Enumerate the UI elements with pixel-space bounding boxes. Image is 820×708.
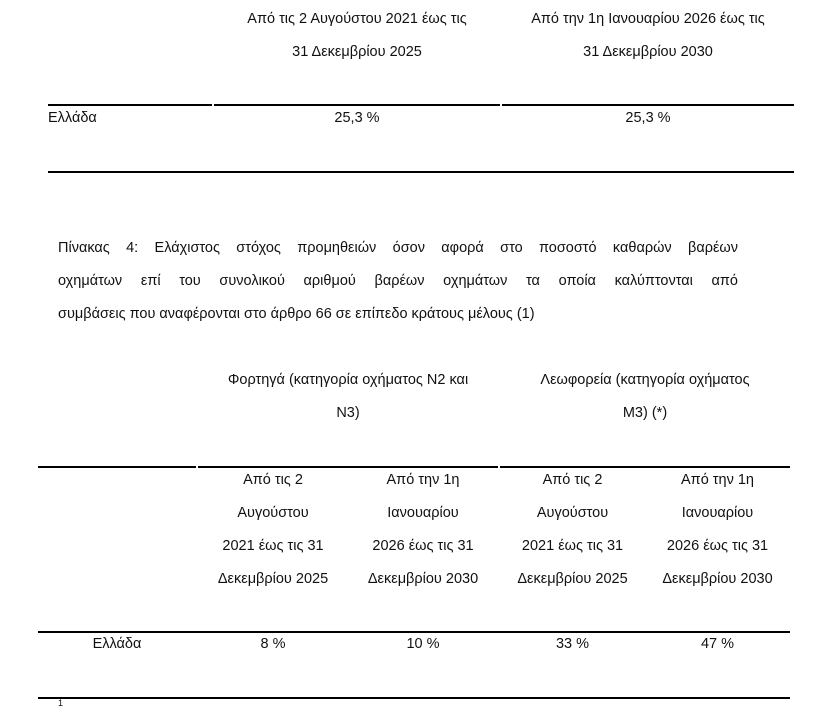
table4-value-buses-2030: 47 %	[700, 636, 735, 652]
table4-subheader-4	[645, 464, 790, 596]
table4-group-buses	[500, 364, 790, 430]
table3-col2-header	[502, 3, 794, 69]
group-trucks-line1: Φορτηγά (κατηγορία οχήματος N2 και	[227, 372, 469, 388]
sub1-line: 2021 έως τις 31	[222, 538, 324, 554]
table3-col2-line1: Από την 1η Ιανουαρίου 2026 έως τις	[531, 11, 765, 27]
table3-col1-line1: Από τις 2 Αυγούστου 2021 έως τις	[247, 11, 467, 27]
table3-col1-header	[214, 3, 500, 69]
footnote-marker: 1	[58, 698, 64, 708]
caption-line-3: συμβάσεις που αναφέρονται στο άρθρο 66 σε επίπεδο κράτους μέλους (1)	[58, 306, 535, 322]
table3-value-1: 25,3 %	[334, 110, 380, 126]
table3-row-label: Ελλάδα	[48, 110, 97, 126]
table4-subheader-1	[198, 464, 348, 596]
table4-group-trucks	[198, 364, 498, 430]
table3-col1-line2: 31 Δεκεμβρίου 2025	[292, 44, 422, 60]
table3-rule-right	[502, 104, 794, 106]
table3-value-2: 25,3 %	[625, 110, 671, 126]
caption-line-2: οχημάτων επί του συνολικού αριθμού βαρέων οχημάτων τα οποία καλύπτονται από	[58, 273, 738, 289]
sub2-line: Δεκεμβρίου 2030	[367, 571, 479, 587]
table4-rule-seg1	[38, 466, 196, 468]
table4-bottom-rule	[38, 697, 790, 699]
table3-bottom-rule	[48, 171, 794, 173]
sub2-line: Από την 1η	[386, 472, 460, 488]
table4-row-label: Ελλάδα	[92, 636, 142, 652]
sub4-line: Ιανουαρίου	[681, 505, 754, 521]
sub1-line: Αυγούστου	[237, 505, 309, 521]
caption-line-1: Πίνακας 4: Ελάχιστος στόχος προμηθειών όσον αφορά στο ποσοστό καθαρών βαρέων	[58, 240, 738, 256]
sub4-line: 2026 έως τις 31	[666, 538, 769, 554]
table4-subheader-3	[500, 464, 645, 596]
table4-value-trucks-2025: 8 %	[260, 636, 286, 652]
sub4-line: Δεκεμβρίου 2030	[662, 571, 773, 587]
sub3-line: Από τις 2	[542, 472, 603, 488]
sub1-line: Από τις 2	[243, 472, 303, 488]
sub4-line: Από την 1η	[681, 472, 754, 488]
sub3-line: Δεκεμβρίου 2025	[517, 571, 628, 587]
table3-rule-left	[48, 104, 212, 106]
group-buses-line2: M3) (*)	[622, 405, 668, 421]
sub2-line: 2026 έως τις 31	[372, 538, 474, 554]
sub1-line: Δεκεμβρίου 2025	[217, 571, 329, 587]
sub2-line: Ιανουαρίου	[387, 505, 459, 521]
table3-col2-line2: 31 Δεκεμβρίου 2030	[583, 44, 713, 60]
sub3-line: Αυγούστου	[536, 505, 609, 521]
table4-subheader-2	[348, 464, 498, 596]
sub3-line: 2021 έως τις 31	[521, 538, 624, 554]
table4-value-buses-2025: 33 %	[555, 636, 590, 652]
table4-caption	[58, 232, 738, 331]
table4-header-bottom-rule	[38, 631, 790, 633]
table4-value-trucks-2030: 10 %	[406, 636, 440, 652]
group-buses-line1: Λεωφορεία (κατηγορία οχήματος	[540, 372, 750, 388]
group-trucks-line2: N3)	[336, 405, 360, 421]
table3-rule-mid	[214, 104, 500, 106]
